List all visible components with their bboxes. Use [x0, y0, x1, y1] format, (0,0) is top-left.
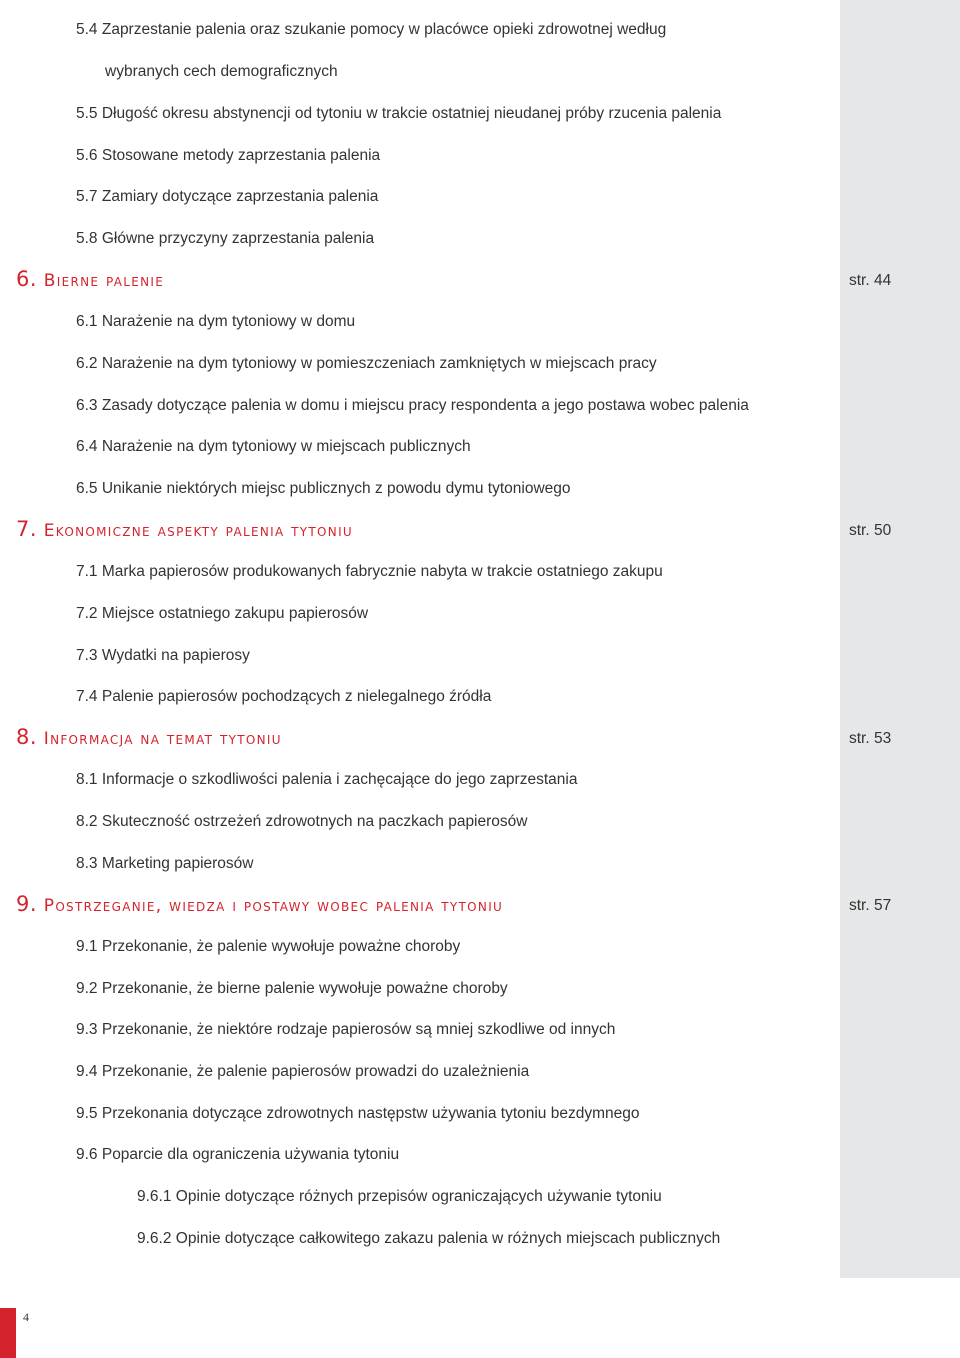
section-title: Postrzeganie, wiedza i postawy wobec palenia tytoniu	[43, 896, 504, 916]
page-number-marker	[0, 1308, 16, 1358]
page-number: 4	[23, 1310, 29, 1324]
toc-item-7-4[interactable]: 7.4 Palenie papierosów pochodzących z nielegalnego źródła	[76, 688, 492, 705]
toc-item-6-1[interactable]: 6.1 Narażenie na dym tytoniowy w domu	[76, 313, 356, 330]
toc-item-6-5[interactable]: 6.5 Unikanie niektórych miejsc publicznych z powodu dymu tytoniowego	[76, 480, 571, 497]
toc-item-7-2[interactable]: 7.2 Miejsce ostatniego zakupu papierosów	[76, 605, 369, 622]
toc-section-7-page: str. 50	[849, 522, 892, 539]
toc-item-9-5[interactable]: 9.5 Przekonania dotyczące zdrowotnych następstw używania tytoniu bezdymnego	[76, 1105, 640, 1122]
toc-item-5-4[interactable]: 5.4 Zaprzestanie palenia oraz szukanie pomocy w placówce opieki zdrowotnej według	[76, 21, 667, 38]
toc-item-5-4-continued[interactable]: wybranych cech demograficznych	[105, 63, 338, 80]
toc-section-6-heading[interactable]	[16, 267, 164, 293]
toc-item-5-5[interactable]: 5.5 Długość okresu abstynencji od tytoniu w trakcie ostatniej nieudanej próby rzucenia palenia	[76, 105, 722, 122]
section-title: Ekonomiczne aspekty palenia tytoniu	[43, 521, 353, 541]
toc-item-8-2[interactable]: 8.2 Skuteczność ostrzeżeń zdrowotnych na paczkach papierosów	[76, 813, 528, 830]
toc-item-5-7[interactable]: 5.7 Zamiary dotyczące zaprzestania palenia	[76, 188, 379, 205]
toc-item-6-3[interactable]: 6.3 Zasady dotyczące palenia w domu i miejscu pracy respondenta a jego postawa wobec palenia	[76, 397, 749, 414]
toc-item-9-2[interactable]: 9.2 Przekonanie, że bierne palenie wywołuje poważne choroby	[76, 980, 508, 997]
toc-section-9-heading[interactable]	[16, 892, 503, 918]
toc-item-9-4[interactable]: 9.4 Przekonanie, że palenie papierosów prowadzi do uzależnienia	[76, 1063, 530, 1080]
toc-item-7-3[interactable]: 7.3 Wydatki na papierosy	[76, 647, 250, 664]
toc-item-6-4[interactable]: 6.4 Narażenie na dym tytoniowy w miejscach publicznych	[76, 438, 471, 455]
toc-item-9-3[interactable]: 9.3 Przekonanie, że niektóre rodzaje papierosów są mniej szkodliwe od innych	[76, 1021, 616, 1038]
section-number: 8.	[16, 725, 38, 749]
section-number: 9.	[16, 892, 38, 916]
toc-section-9-page: str. 57	[849, 897, 892, 914]
section-number: 6.	[16, 267, 38, 291]
toc-item-5-8[interactable]: 5.8 Główne przyczyny zaprzestania palenia	[76, 230, 375, 247]
toc-section-8-page: str. 53	[849, 730, 892, 747]
toc-item-9-6-1[interactable]: 9.6.1 Opinie dotyczące różnych przepisów ograniczających używanie tytoniu	[137, 1188, 662, 1205]
toc-section-6-page: str. 44	[849, 272, 892, 289]
toc-item-9-6[interactable]: 9.6 Poparcie dla ograniczenia używania tytoniu	[76, 1146, 400, 1163]
section-number: 7.	[16, 517, 38, 541]
toc-section-7-heading[interactable]	[16, 517, 353, 543]
toc-item-8-3[interactable]: 8.3 Marketing papierosów	[76, 855, 254, 872]
toc-item-5-6[interactable]: 5.6 Stosowane metody zaprzestania palenia	[76, 147, 381, 164]
toc-item-7-1[interactable]: 7.1 Marka papierosów produkowanych fabrycznie nabyta w trakcie ostatniego zakupu	[76, 563, 663, 580]
toc-item-8-1[interactable]: 8.1 Informacje o szkodliwości palenia i zachęcające do jego zaprzestania	[76, 771, 578, 788]
toc-item-6-2[interactable]: 6.2 Narażenie na dym tytoniowy w pomieszczeniach zamkniętych w miejscach pracy	[76, 355, 657, 372]
toc-section-8-heading[interactable]	[16, 725, 282, 751]
section-title: Bierne palenie	[43, 271, 165, 291]
section-title: Informacja na temat tytoniu	[43, 729, 282, 749]
toc-item-9-6-2[interactable]: 9.6.2 Opinie dotyczące całkowitego zakazu palenia w różnych miejscach publicznych	[137, 1230, 721, 1247]
toc-item-9-1[interactable]: 9.1 Przekonanie, że palenie wywołuje poważne choroby	[76, 938, 461, 955]
page-column-background	[840, 0, 960, 1278]
